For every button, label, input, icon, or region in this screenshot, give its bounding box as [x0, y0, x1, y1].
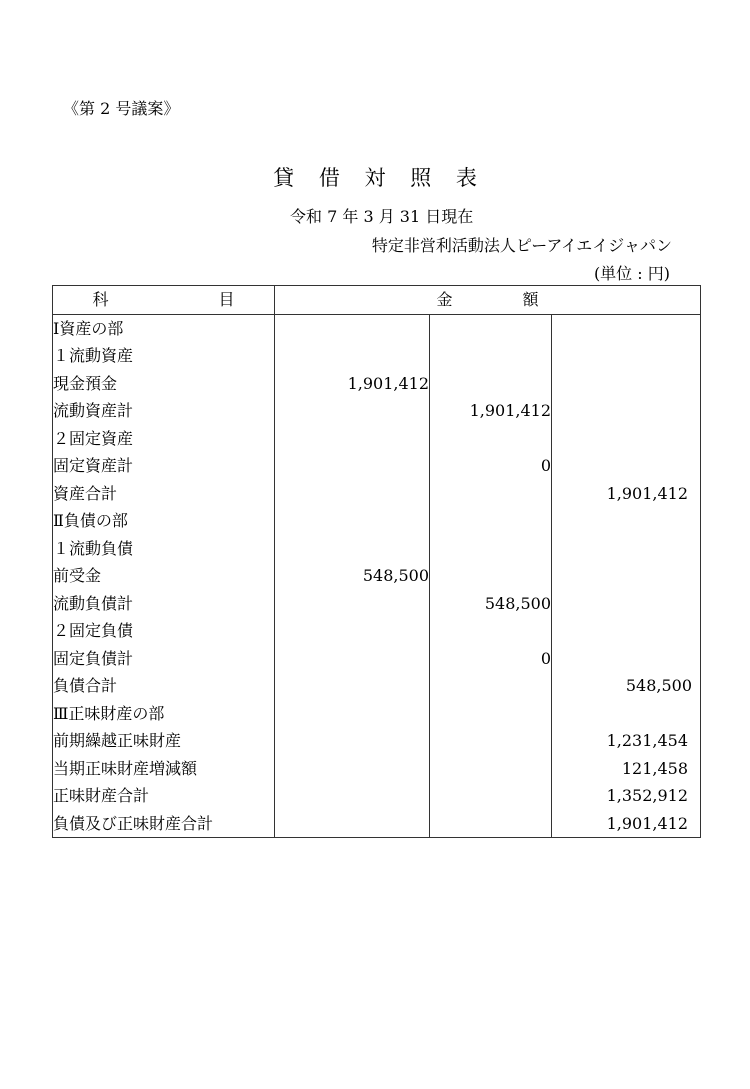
amount-subtotal — [430, 782, 552, 810]
amount-subtotal — [430, 810, 552, 838]
amount-subtotal — [430, 727, 552, 755]
document-title — [0, 162, 750, 192]
amount-detail — [275, 452, 430, 480]
amount-total: 1,352,912 — [552, 782, 701, 810]
row-label: 負債及び正味財産合計 — [53, 810, 275, 838]
amount-detail — [275, 810, 430, 838]
amount-total — [552, 700, 701, 728]
row-label: Ⅰ資産の部 — [53, 314, 275, 342]
amount-detail: 548,500 — [275, 562, 430, 590]
amount-total: 1,901,412 — [552, 810, 701, 838]
amount-total — [552, 342, 701, 370]
amount-detail — [275, 397, 430, 425]
row-label: Ⅱ負債の部 — [53, 507, 275, 535]
row-label: 前期繰越正味財産 — [53, 727, 275, 755]
table-row — [53, 727, 701, 755]
amount-subtotal — [430, 755, 552, 783]
row-label: 当期正味財産増減額 — [53, 755, 275, 783]
amount-detail — [275, 700, 430, 728]
amount-total — [552, 397, 701, 425]
table-row — [53, 370, 701, 398]
amount-total: 548,500 — [552, 672, 701, 700]
amount-subtotal — [430, 342, 552, 370]
table-row — [53, 425, 701, 453]
amount-detail — [275, 507, 430, 535]
row-label: Ⅲ正味財産の部 — [53, 700, 275, 728]
row-label: 前受金 — [53, 562, 275, 590]
amount-total — [552, 645, 701, 673]
amount-subtotal — [430, 480, 552, 508]
amount-subtotal: 548,500 — [430, 590, 552, 618]
amount-subtotal: 1,901,412 — [430, 397, 552, 425]
amount-subtotal — [430, 507, 552, 535]
table-row — [53, 507, 701, 535]
table-row — [53, 700, 701, 728]
amount-detail — [275, 672, 430, 700]
amount-detail: 1,901,412 — [275, 370, 430, 398]
row-label: １流動負債 — [53, 535, 275, 563]
amount-total — [552, 590, 701, 618]
amount-subtotal: 0 — [430, 452, 552, 480]
amount-subtotal — [430, 700, 552, 728]
header-amount-char: 金 — [436, 290, 453, 309]
title-char: 貸 — [273, 166, 295, 190]
as-of-date: 令和 7 年 3 月 31 日現在 — [290, 207, 474, 226]
table-row — [53, 617, 701, 645]
amount-detail — [275, 425, 430, 453]
header-subject — [53, 286, 275, 315]
amount-total — [552, 314, 701, 342]
table-row — [53, 645, 701, 673]
row-label: 固定資産計 — [53, 452, 275, 480]
title-char: 借 — [318, 166, 340, 190]
amount-detail — [275, 480, 430, 508]
amount-detail — [275, 590, 430, 618]
row-label: ２固定資産 — [53, 425, 275, 453]
table-row — [53, 535, 701, 563]
row-label: 現金預金 — [53, 370, 275, 398]
amount-subtotal — [430, 617, 552, 645]
row-label: １流動資産 — [53, 342, 275, 370]
amount-detail — [275, 342, 430, 370]
amount-total — [552, 452, 701, 480]
table-row — [53, 397, 701, 425]
header-amount-char: 額 — [522, 290, 539, 309]
table-row — [53, 314, 701, 342]
row-label: 資産合計 — [53, 480, 275, 508]
amount-total — [552, 562, 701, 590]
table-row — [53, 562, 701, 590]
amount-total: 1,231,454 — [552, 727, 701, 755]
amount-detail — [275, 755, 430, 783]
table-row — [53, 672, 701, 700]
table-row — [53, 480, 701, 508]
table-row — [53, 755, 701, 783]
title-char: 対 — [364, 166, 386, 190]
agenda-label: 《第 2 号議案》 — [63, 99, 180, 118]
amount-subtotal — [430, 425, 552, 453]
row-label: 正味財産合計 — [53, 782, 275, 810]
amount-total: 121,458 — [552, 755, 701, 783]
amount-detail — [275, 617, 430, 645]
amount-total: 1,901,412 — [552, 480, 701, 508]
amount-detail — [275, 727, 430, 755]
table-row — [53, 452, 701, 480]
header-subject-char: 科 — [92, 290, 109, 309]
amount-subtotal: 0 — [430, 645, 552, 673]
row-label: 負債合計 — [53, 672, 275, 700]
amount-detail — [275, 314, 430, 342]
amount-total — [552, 535, 701, 563]
amount-total — [552, 370, 701, 398]
amount-detail — [275, 645, 430, 673]
header-amount — [275, 286, 701, 315]
amount-subtotal — [430, 562, 552, 590]
title-char: 表 — [455, 166, 477, 190]
table-header-row — [53, 286, 701, 315]
title-char: 照 — [410, 166, 432, 190]
row-label: 流動負債計 — [53, 590, 275, 618]
amount-subtotal — [430, 535, 552, 563]
unit-label: (単位 : 円) — [593, 264, 670, 283]
table-row — [53, 782, 701, 810]
row-label: ２固定負債 — [53, 617, 275, 645]
row-label: 固定負債計 — [53, 645, 275, 673]
balance-sheet-table — [52, 285, 701, 838]
amount-subtotal — [430, 370, 552, 398]
amount-total — [552, 617, 701, 645]
amount-total — [552, 425, 701, 453]
table-row — [53, 342, 701, 370]
table-row — [53, 810, 701, 838]
amount-detail — [275, 782, 430, 810]
header-subject-char: 目 — [218, 290, 235, 309]
table-row — [53, 590, 701, 618]
amount-total — [552, 507, 701, 535]
organization-name: 特定非営利活動法人ピーアイエイジャパン — [371, 236, 672, 255]
row-label: 流動資産計 — [53, 397, 275, 425]
amount-subtotal — [430, 314, 552, 342]
amount-detail — [275, 535, 430, 563]
amount-subtotal — [430, 672, 552, 700]
